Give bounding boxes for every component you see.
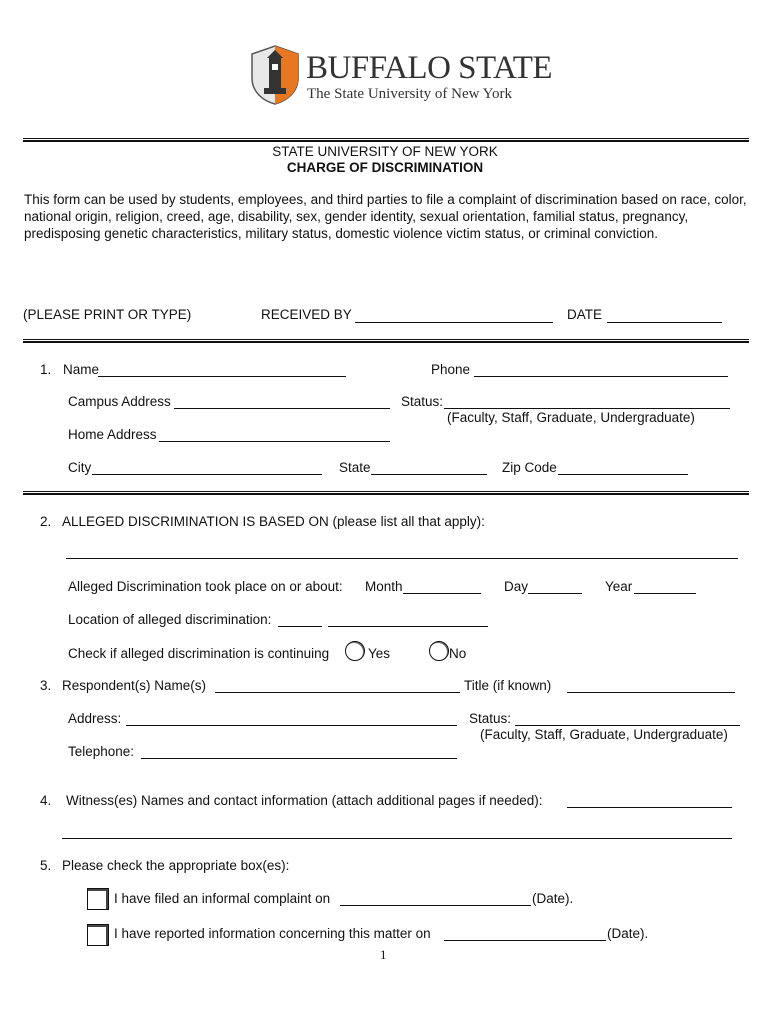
page-number: 1 <box>380 947 387 962</box>
status-label: Status: <box>401 394 444 409</box>
year-label: Year <box>605 579 633 594</box>
continuing-no-radio[interactable] <box>429 641 449 661</box>
no-label: No <box>449 646 467 661</box>
section-number: 5. <box>40 858 52 873</box>
form-institution: STATE UNIVERSITY OF NEW YORK <box>272 144 498 159</box>
section-number: 2. <box>40 514 52 529</box>
reported-information-label: I have reported information concerning this matter on <box>114 926 431 941</box>
home-address-field[interactable] <box>159 441 390 442</box>
respondent-title-label: Title (if known) <box>464 678 552 693</box>
section-number: 1. <box>40 362 52 377</box>
campus-address-field[interactable] <box>174 408 390 409</box>
respondent-name-label: Respondent(s) Name(s) <box>62 678 207 693</box>
date-label: DATE <box>567 307 603 322</box>
form-title: CHARGE OF DISCRIMINATION <box>286 160 484 175</box>
respondent-telephone-field[interactable] <box>141 758 457 759</box>
location-field[interactable] <box>328 626 488 627</box>
day-label: Day <box>504 579 529 594</box>
month-field[interactable] <box>403 593 481 594</box>
respondent-address-field[interactable] <box>126 725 457 726</box>
month-label: Month <box>365 579 403 594</box>
discrimination-basis-field[interactable] <box>66 558 738 559</box>
home-address-label: Home Address <box>68 427 157 442</box>
city-field[interactable] <box>92 474 322 475</box>
university-seal-icon <box>246 44 304 106</box>
respondent-address-label: Address: <box>68 711 122 726</box>
witness-label: Witness(es) Names and contact information (attach additional pages if needed): <box>66 793 543 808</box>
section1-rule <box>23 339 749 343</box>
print-instruction: (PLEASE PRINT OR TYPE) <box>23 307 192 322</box>
continuing-yes-radio[interactable] <box>345 641 365 661</box>
location-label: Location of alleged discrimination: <box>68 612 272 627</box>
location-field-short[interactable] <box>278 626 322 627</box>
respondent-title-field[interactable] <box>567 692 735 693</box>
section2-rule <box>23 491 749 495</box>
informal-complaint-date-label: (Date). <box>532 891 574 906</box>
section-number: 4. <box>40 793 52 808</box>
status-hint: (Faculty, Staff, Graduate, Undergraduate) <box>447 410 695 425</box>
informal-complaint-date-field[interactable] <box>340 905 531 906</box>
informal-complaint-checkbox[interactable] <box>87 888 109 910</box>
logo-subtitle: The State University of New York <box>307 86 512 102</box>
respondent-name-field[interactable] <box>215 692 460 693</box>
intro-paragraph: This form can be used by students, employees, and third parties to file a complaint of discrimination based on race, color, national origin, religion, creed, age, disability, sex, gender identity, sexual orientation, familial status, pregnancy, predisposing genetic characteristics, military status, domestic violence victim status, or criminal conviction. <box>24 192 747 241</box>
witness-field-continued[interactable] <box>62 838 732 839</box>
respondent-status-field[interactable] <box>515 725 740 726</box>
respondent-telephone-label: Telephone: <box>68 744 135 759</box>
name-label: Name <box>63 362 100 377</box>
took-place-label: Alleged Discrimination took place on or about: <box>68 579 343 594</box>
zip-code-field[interactable] <box>558 474 688 475</box>
day-field[interactable] <box>528 593 582 594</box>
year-field[interactable] <box>634 593 696 594</box>
campus-address-label: Campus Address <box>68 394 171 409</box>
discrimination-basis-label: ALLEGED DISCRIMINATION IS BASED ON (please list all that apply): <box>62 514 485 529</box>
header-rule <box>23 138 749 142</box>
received-by-label: RECEIVED BY <box>261 307 352 322</box>
zip-code-label: Zip Code <box>502 460 557 475</box>
date-field[interactable] <box>607 322 722 323</box>
respondent-status-label: Status: <box>469 711 512 726</box>
received-by-field[interactable] <box>355 322 553 323</box>
status-field[interactable] <box>444 408 730 409</box>
yes-label: Yes <box>368 646 391 661</box>
section-number: 3. <box>40 678 52 693</box>
informal-complaint-label: I have filed an informal complaint on <box>114 891 331 906</box>
continuing-label: Check if alleged discrimination is continuing <box>68 646 330 661</box>
name-field[interactable] <box>98 376 346 377</box>
state-label: State <box>339 460 371 475</box>
city-label: City <box>68 460 92 475</box>
respondent-status-hint: (Faculty, Staff, Graduate, Undergraduate) <box>480 727 728 742</box>
phone-label: Phone <box>431 362 471 377</box>
reported-information-checkbox[interactable] <box>87 924 109 946</box>
phone-field[interactable] <box>474 376 728 377</box>
reported-information-date-field[interactable] <box>444 940 606 941</box>
witness-field[interactable] <box>567 807 732 808</box>
state-field[interactable] <box>371 474 487 475</box>
reported-information-date-label: (Date). <box>607 926 649 941</box>
logo-title: BUFFALO STATE <box>306 50 553 86</box>
check-boxes-label: Please check the appropriate box(es): <box>62 858 290 873</box>
